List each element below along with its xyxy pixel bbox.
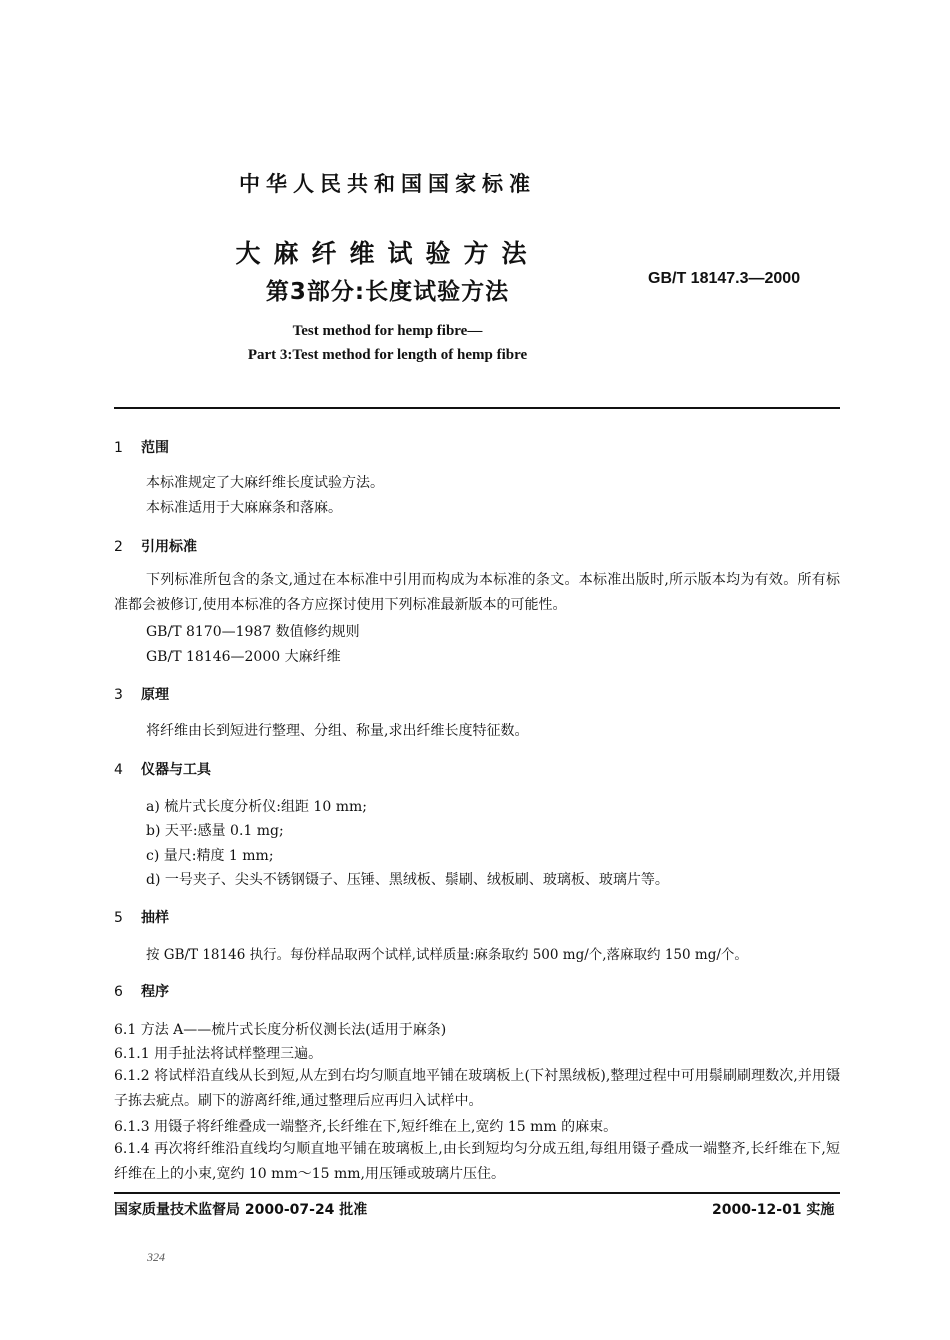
- section-1-heading: [114, 437, 169, 457]
- section-1-para-1: 本标准规定了大麻纤维长度试验方法。: [146, 475, 384, 491]
- section-5-heading: [114, 907, 169, 927]
- instrument-item-a: a) 梳片式长度分析仪:组距 10 mm;: [146, 799, 367, 815]
- english-title-line1: Test method for hemp fibre—: [292, 323, 483, 339]
- section-title: 抽样: [141, 910, 169, 926]
- section-4-heading: [114, 759, 211, 779]
- standard-number: GB/T 18147.3—2000: [648, 270, 801, 287]
- national-standard-label: 中华人民共和国国家标准: [239, 172, 536, 196]
- section-number: 6: [114, 984, 123, 1000]
- section-number: 5: [114, 910, 123, 926]
- english-title-line2: Part 3:Test method for length of hemp fibre: [247, 347, 528, 363]
- page-number: 324: [147, 1250, 165, 1264]
- section-2-heading: [114, 536, 197, 556]
- section-number: 1: [114, 440, 123, 456]
- reference-1: GB/T 8170—1987 数值修约规则: [146, 624, 360, 640]
- section-2-para: 下列标准所包含的条文,通过在本标准中引用而构成为本标准的条文。本标准出版时,所示版本均为有效。所有标准都会被修订,使用本标准的各方应探讨使用下列标准最新版本的可能性。: [114, 572, 840, 613]
- clause-6-1-4: 6.1.4 再次将纤维沿直线均匀顺直地平铺在玻璃板上,由长到短均匀分成五组,每组用镊子叠成一端整齐,长纤维在下,短纤维在上的小束,宽约 10 mm～15 mm,用压锤或玻璃片压住。: [114, 1141, 840, 1182]
- standard-subtitle: 第3部分:长度试验方法: [265, 279, 510, 305]
- footer-divider: [114, 1192, 840, 1194]
- section-number: 3: [114, 687, 123, 703]
- section-3-para: 将纤维由长到短进行整理、分组、称量,求出纤维长度特征数。: [146, 723, 529, 739]
- section-5-para: 按 GB/T 18146 执行。每份样品取两个试样,试样质量:麻条取约 500 mg/个,落麻取约 150 mg/个。: [146, 947, 748, 963]
- section-title: 原理: [141, 687, 169, 703]
- instrument-item-d: d) 一号夹子、尖头不锈钢镊子、压锤、黑绒板、鬃刷、绒板刷、玻璃板、玻璃片等。: [146, 872, 669, 888]
- section-1-para-2: 本标准适用于大麻麻条和落麻。: [146, 500, 342, 516]
- section-6-heading: [114, 981, 169, 1001]
- section-title: 程序: [141, 984, 169, 1000]
- clause-6-1-1: 6.1.1 用手扯法将试样整理三遍。: [114, 1046, 323, 1062]
- approval-date: 国家质量技术监督局 2000-07-24 批准: [114, 1202, 368, 1218]
- instrument-item-b: b) 天平:感量 0.1 mg;: [146, 823, 284, 839]
- section-3-heading: [114, 684, 169, 704]
- section-number: 4: [114, 762, 123, 778]
- standard-title: 大麻纤维试验方法: [235, 239, 540, 268]
- section-title: 范围: [141, 440, 169, 456]
- section-title: 仪器与工具: [141, 762, 211, 778]
- section-title: 引用标准: [141, 539, 197, 555]
- reference-2: GB/T 18146—2000 大麻纤维: [146, 649, 341, 665]
- implementation-date: 2000-12-01 实施: [712, 1202, 835, 1218]
- clause-6-1-3: 6.1.3 用镊子将纤维叠成一端整齐,长纤维在下,短纤维在上,宽约 15 mm 的麻束。: [114, 1119, 618, 1135]
- section-number: 2: [114, 539, 123, 555]
- header-divider: [114, 407, 840, 409]
- instrument-item-c: c) 量尺:精度 1 mm;: [146, 848, 274, 864]
- clause-6-1: 6.1 方法 A——梳片式长度分析仪测长法(适用于麻条): [114, 1022, 447, 1038]
- clause-6-1-2: 6.1.2 将试样沿直线从长到短,从左到右均匀顺直地平铺在玻璃板上(下衬黑绒板),整理过程中可用鬃刷刷理数次,并用镊子拣去疵点。刷下的游离纤维,通过整理后应再归入试样中。: [114, 1068, 840, 1109]
